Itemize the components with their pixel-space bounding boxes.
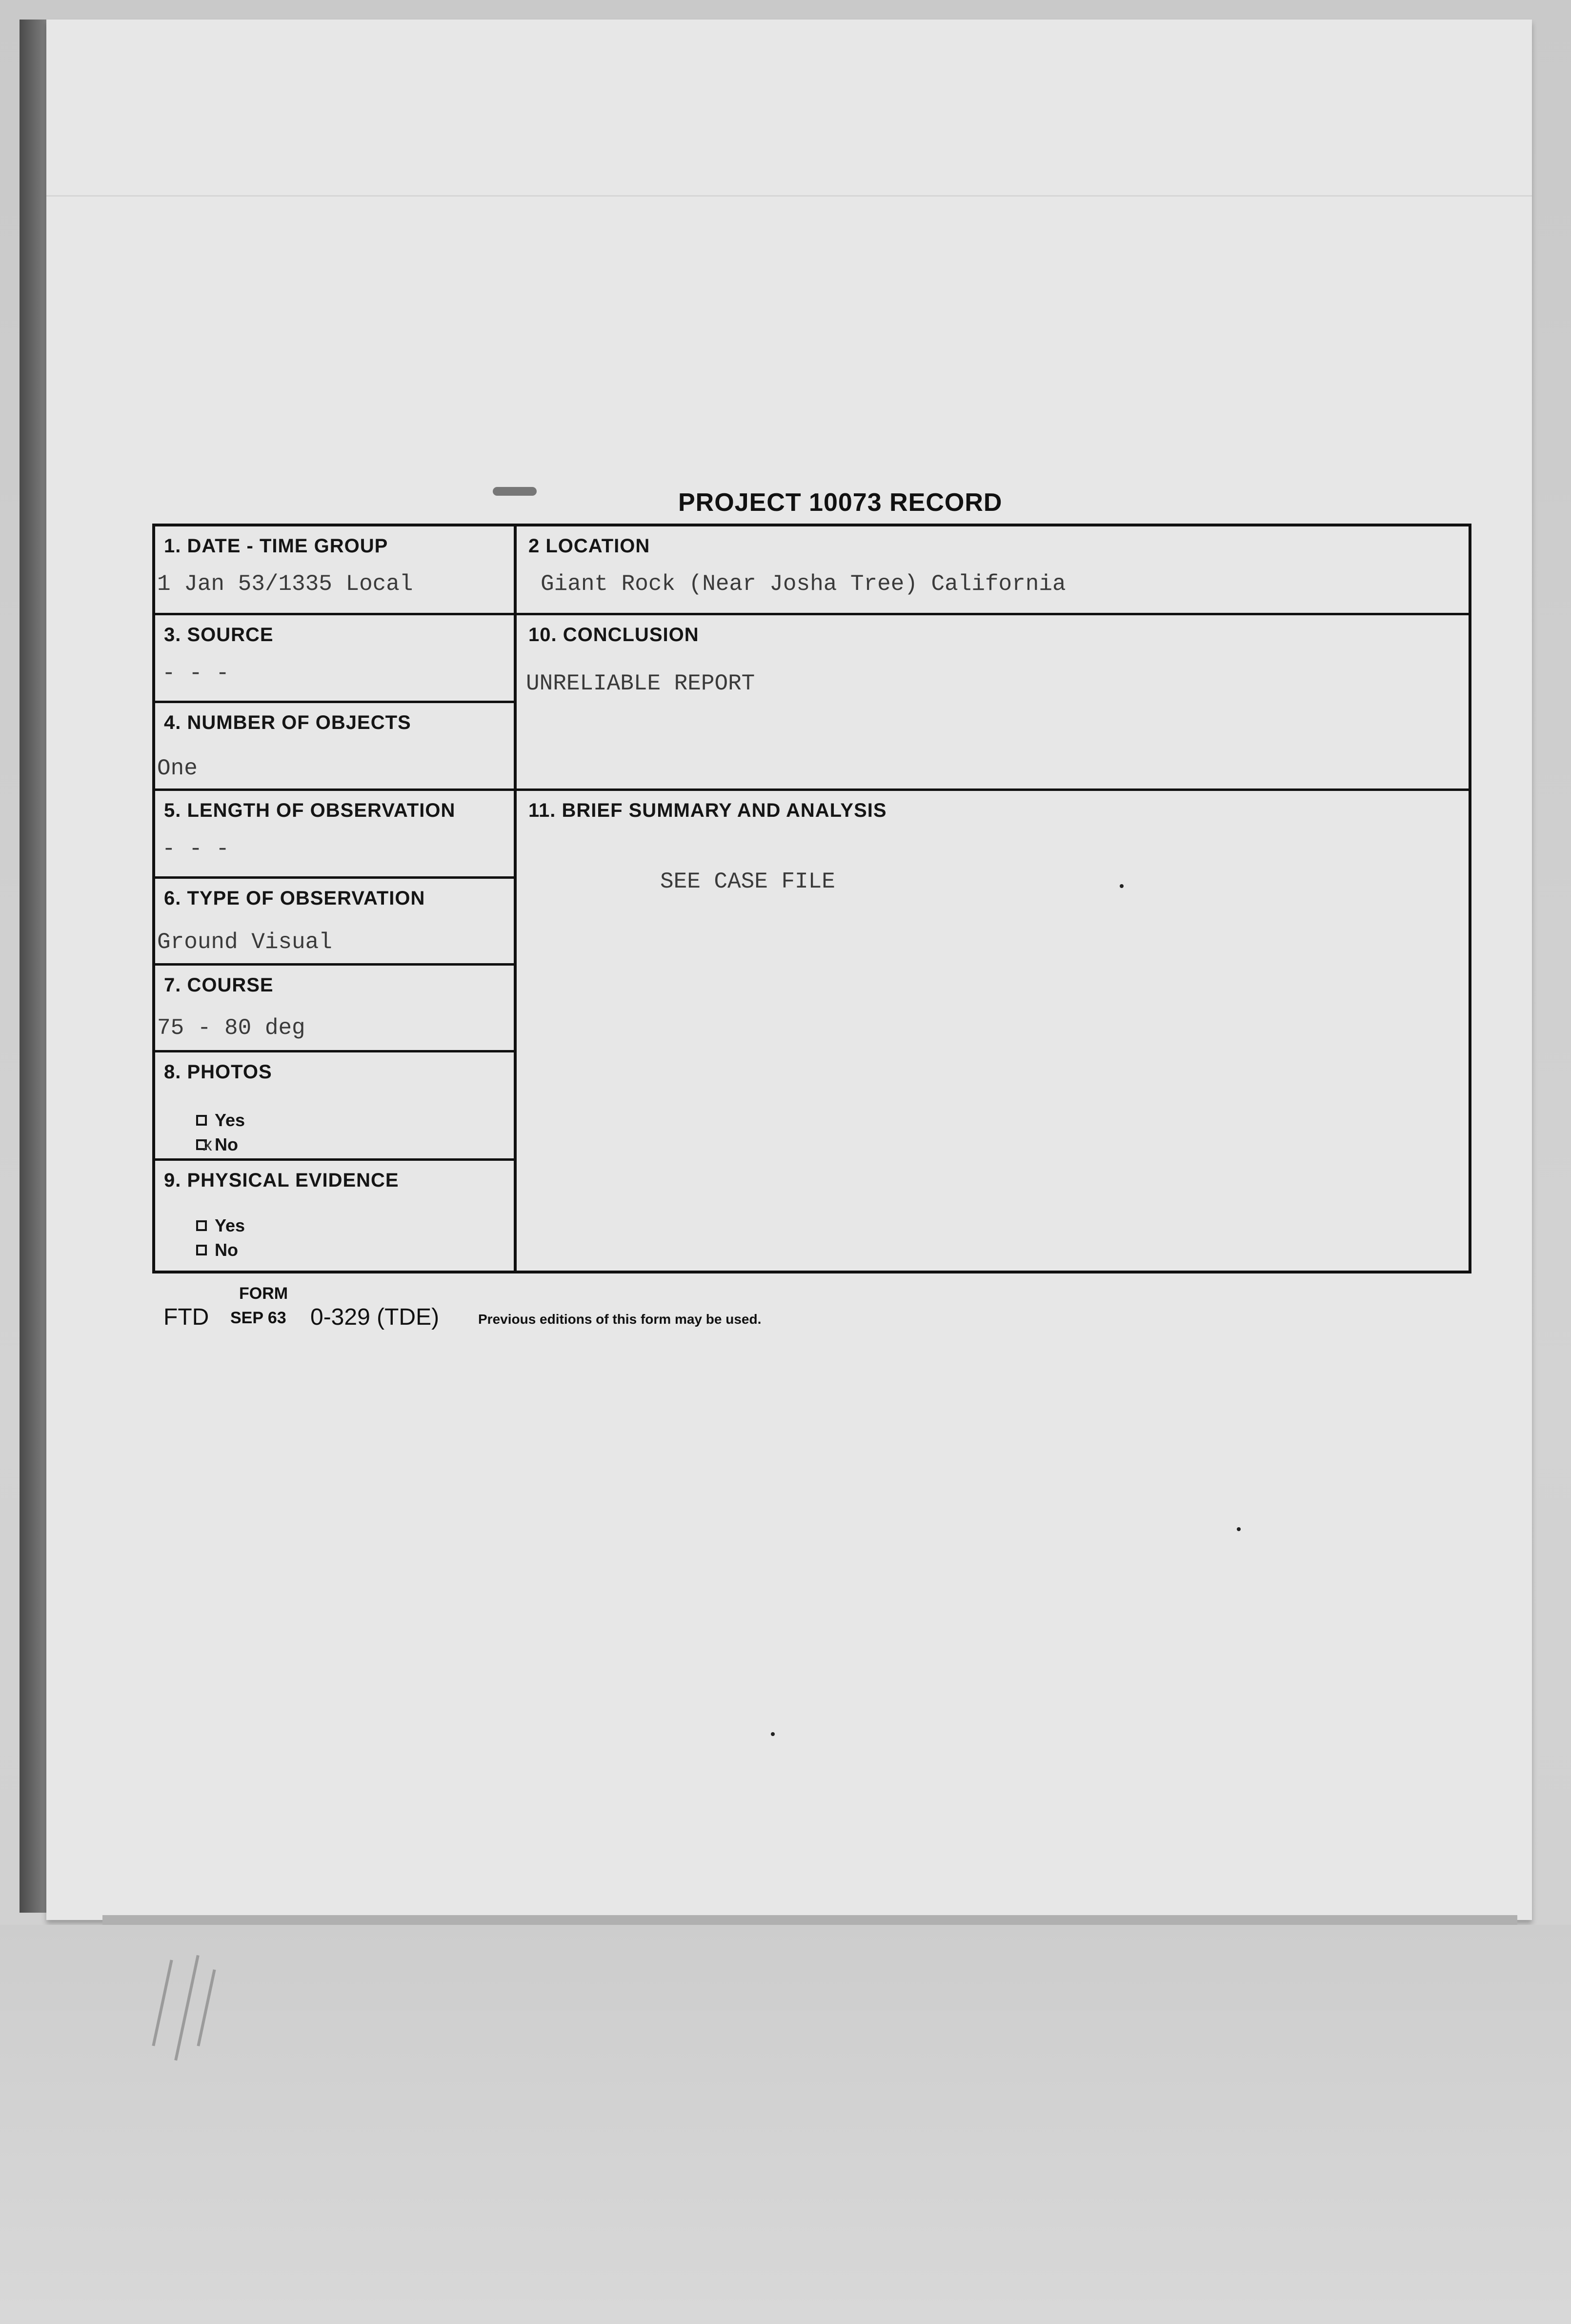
course-value: 75 - 80 deg xyxy=(157,1015,305,1041)
scan-streak xyxy=(152,1960,173,2046)
photos-yes-checkbox[interactable] xyxy=(196,1115,207,1126)
length-of-observation-value: - - - xyxy=(162,836,230,862)
location-value: Giant Rock (Near Josha Tree) California xyxy=(541,571,1066,597)
photos-no-option[interactable] xyxy=(196,1134,238,1155)
scan-speck xyxy=(771,1732,775,1736)
footer-date: SEP 63 xyxy=(230,1309,286,1327)
physical-evidence-no-option[interactable] xyxy=(196,1240,238,1260)
location-label: 2 LOCATION xyxy=(528,535,650,557)
physical-evidence-label: 9. PHYSICAL EVIDENCE xyxy=(164,1170,399,1191)
physical-evidence-no-checkbox[interactable] xyxy=(196,1245,207,1255)
row-divider xyxy=(155,701,514,703)
number-of-objects-label: 4. NUMBER OF OBJECTS xyxy=(164,712,411,733)
summary-label: 11. BRIEF SUMMARY AND ANALYSIS xyxy=(528,800,887,821)
scan-speck xyxy=(1120,884,1124,888)
source-value: - - - xyxy=(162,661,230,686)
paper-fold-line xyxy=(46,195,1532,197)
footer-note: Previous editions of this form may be used. xyxy=(478,1312,762,1327)
row-divider xyxy=(155,876,514,879)
physical-evidence-yes-option[interactable] xyxy=(196,1215,245,1236)
conclusion-value: UNRELIABLE REPORT xyxy=(526,671,755,696)
type-of-observation-label: 6. TYPE OF OBSERVATION xyxy=(164,888,425,909)
physical-evidence-no-label: No xyxy=(215,1240,238,1260)
date-time-group-value: 1 Jan 53/1335 Local xyxy=(157,571,413,597)
source-label: 3. SOURCE xyxy=(164,624,274,646)
scan-streak xyxy=(174,1955,200,2061)
footer-form-word: FORM xyxy=(239,1284,288,1303)
scan-streak xyxy=(197,1969,216,2046)
conclusion-label: 10. CONCLUSION xyxy=(528,624,699,646)
type-of-observation-value: Ground Visual xyxy=(157,930,332,955)
footer-agency: FTD xyxy=(163,1304,209,1330)
course-label: 7. COURSE xyxy=(164,974,274,996)
scan-lower-area xyxy=(0,1925,1571,2324)
row-divider xyxy=(155,788,1469,791)
length-of-observation-label: 5. LENGTH OF OBSERVATION xyxy=(164,800,456,821)
photos-no-checkbox[interactable] xyxy=(196,1139,207,1150)
row-divider xyxy=(155,613,1469,615)
physical-evidence-yes-checkbox[interactable] xyxy=(196,1220,207,1231)
physical-evidence-yes-label: Yes xyxy=(215,1215,245,1235)
scan-smudge xyxy=(493,487,537,496)
row-divider xyxy=(155,963,514,966)
summary-value: SEE CASE FILE xyxy=(660,869,835,894)
number-of-objects-value: One xyxy=(157,756,198,781)
date-time-group-label: 1. DATE - TIME GROUP xyxy=(164,535,388,557)
scan-bottom-edge xyxy=(102,1915,1517,1925)
photos-no-label: No xyxy=(215,1134,238,1154)
column-divider xyxy=(514,526,517,1271)
scan-speck xyxy=(1237,1527,1241,1531)
row-divider xyxy=(155,1158,514,1161)
record-form xyxy=(152,524,1471,1273)
footer-form-number: 0-329 (TDE) xyxy=(310,1304,440,1330)
photos-yes-label: Yes xyxy=(215,1110,245,1130)
row-divider xyxy=(155,1050,514,1052)
photos-label: 8. PHOTOS xyxy=(164,1061,272,1083)
photos-yes-option[interactable] xyxy=(196,1110,245,1131)
form-title: PROJECT 10073 RECORD xyxy=(678,488,1003,517)
